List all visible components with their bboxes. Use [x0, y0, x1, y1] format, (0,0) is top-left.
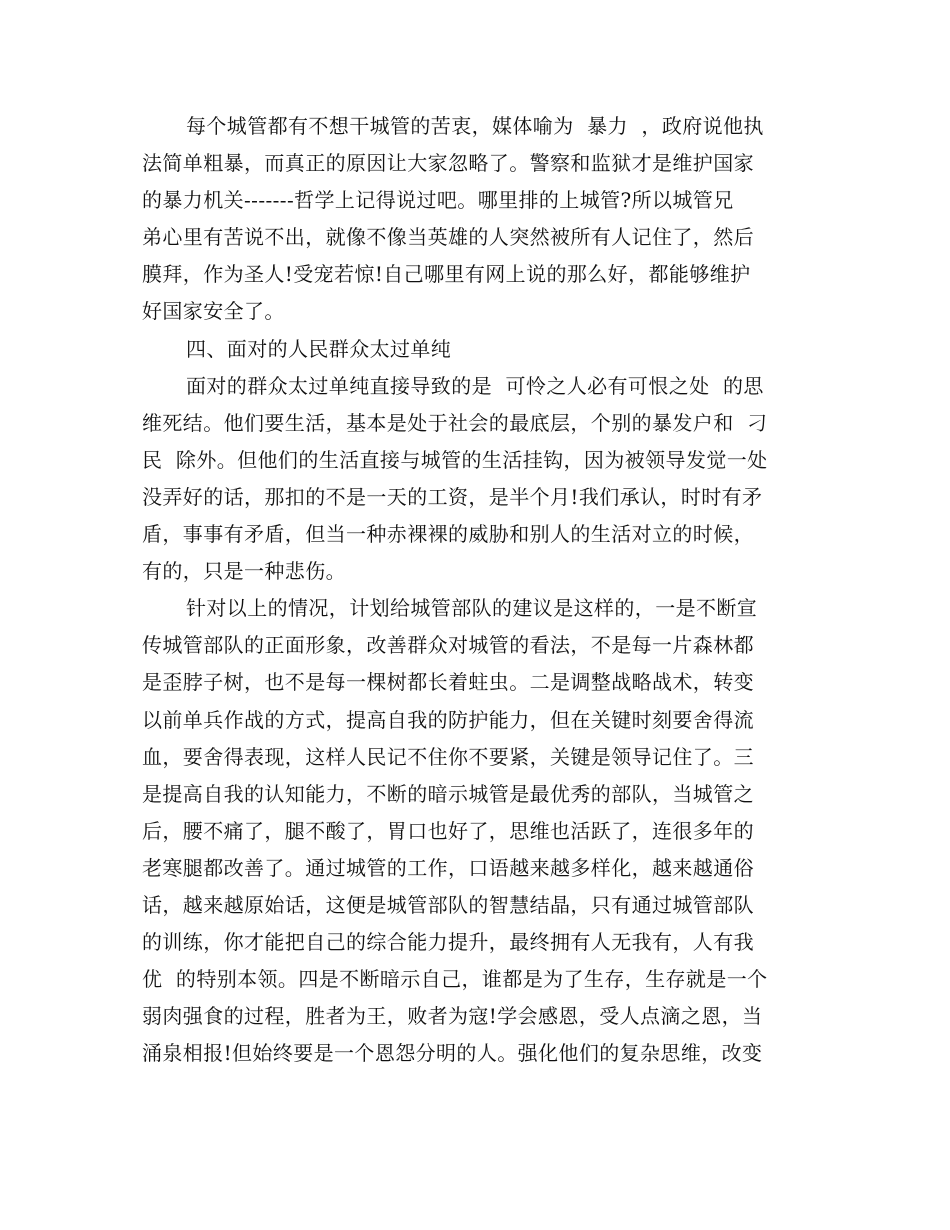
text-line: 话，越来越原始话，这便是城管部队的智慧结晶，只有通过城管部队 — [142, 892, 754, 917]
text-line: 针对以上的情况，计划给城管部队的建议是这样的，一是不断宣 — [186, 596, 758, 621]
text-line: 老寒腿都改善了。通过城管的工作，口语越来越多样化，越来越通俗 — [142, 855, 754, 880]
section-heading-four — [142, 331, 812, 368]
paragraph-chengguan-hardship — [142, 108, 812, 331]
text-line: 涌泉相报!但始终要是一个恩怨分明的人。强化他们的复杂思维，改变 — [142, 1041, 763, 1066]
text-line: 传城管部队的正面形象，改善群众对城管的看法，不是每一片森林都 — [142, 633, 754, 658]
heading-line: 四、面对的人民群众太过单纯 — [186, 336, 452, 361]
paragraph-suggestions — [142, 590, 812, 1072]
paragraph-simple-masses — [142, 368, 812, 591]
text-line: 血，要舍得表现，这样人民记不住你不要紧，关键是领导记住了。三 — [142, 744, 754, 769]
text-line: 是歪脖子树，也不是每一棵树都长着蛀虫。二是调整战略战术，转变 — [142, 670, 754, 695]
text-line: 每个城管都有不想干城管的苦衷，媒体喻为 暴力 ，政府说他执 — [186, 114, 764, 138]
text-line: 民 除外。但他们的生活直接与城管的生活挂钩，因为被领导发觉一处 — [142, 447, 768, 472]
text-line: 以前单兵作战的方式，提高自我的防护能力，但在关键时刻要舍得流 — [142, 707, 754, 732]
text-line: 后，腰不痛了，腿不酸了，胃口也好了，思维也活跃了，连很多年的 — [142, 818, 754, 843]
text-line: 弟心里有苦说不出，就像不像当英雄的人突然被所有人记住了，然后 — [142, 225, 754, 250]
text-line: 优 的特别本领。四是不断暗示自己，谁都是为了生存，生存就是一个 — [142, 967, 768, 992]
text-line: 的训练，你才能把自己的综合能力提升，最终拥有人无我有，人有我 — [142, 930, 754, 955]
text-line: 的暴力机关-------哲学上记得说过吧。哪里排的上城管?所以城管兄 — [142, 188, 734, 213]
text-line: 弱肉强食的过程，胜者为王，败者为寇!学会感恩，受人点滴之恩，当 — [142, 1004, 763, 1029]
document-body — [142, 108, 812, 1072]
text-line: 维死结。他们要生活，基本是处于社会的最底层，个别的暴发户和 刁 — [142, 410, 768, 435]
text-line: 面对的群众太过单纯直接导致的是 可怜之人必有可恨之处 的思 — [186, 373, 764, 398]
text-line: 是提高自我的认知能力，不断的暗示城管是最优秀的部队，当城管之 — [142, 781, 754, 806]
text-line: 法简单粗暴，而真正的原因让大家忽略了。警察和监狱才是维护国家 — [142, 151, 754, 176]
text-line: 有的，只是一种悲伤。 — [142, 559, 346, 584]
text-line: 好国家安全了。 — [142, 299, 285, 324]
text-line: 盾，事事有矛盾，但当一种赤裸裸的威胁和别人的生活对立的时候， — [142, 522, 754, 547]
text-line: 膜拜，作为圣人!受宠若惊!自己哪里有网上说的那么好，都能够维护 — [142, 262, 751, 287]
text-line: 没弄好的话，那扣的不是一天的工资，是半个月!我们承认，时时有矛 — [142, 484, 763, 509]
